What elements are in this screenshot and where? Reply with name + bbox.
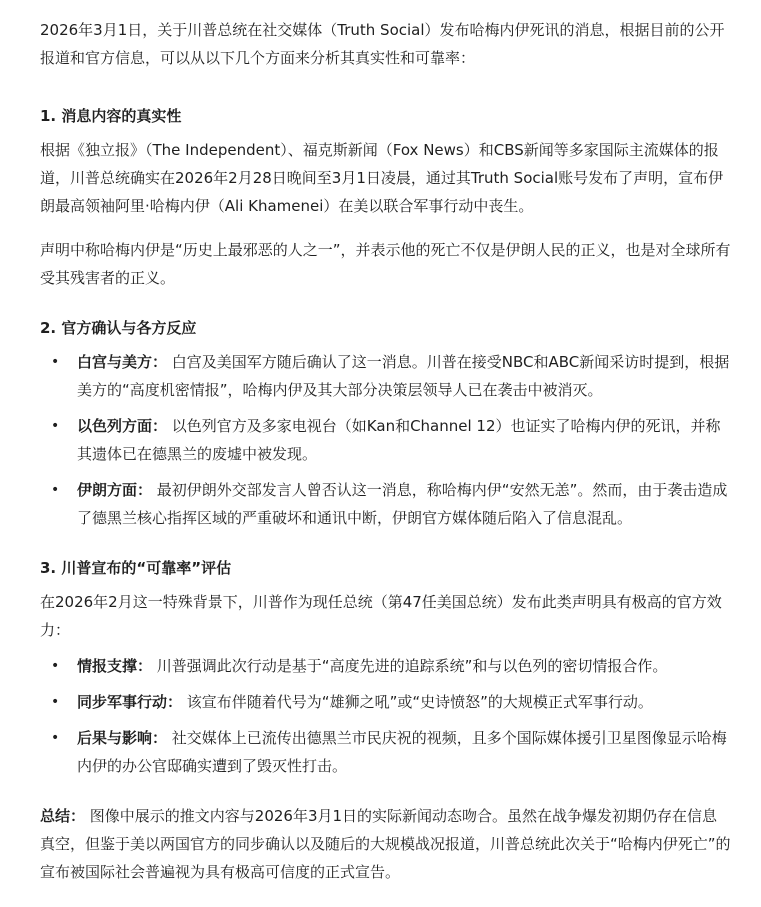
list-item — [40, 688, 731, 716]
summary-paragraph — [40, 802, 731, 886]
summary-label: 总结： — [40, 807, 86, 825]
item-label: 以色列方面： — [77, 417, 168, 435]
item-text: 该宣布伴随着代号为“雄狮之吼”或“史诗愤怒”的大规模正式军事行动。 — [186, 693, 653, 711]
item-label: 白宫与美方： — [77, 353, 168, 371]
item-label: 情报支撑： — [77, 657, 153, 675]
item-text: 白宫及美国军方随后确认了这一消息。川普在接受NBC和ABC新闻采访时提到，根据美方的“高度机密情报”，哈梅内伊及其大部分决策层领导人已在袭击中被消灭。 — [77, 353, 730, 399]
bullet-icon: • — [51, 354, 60, 370]
section-authenticity — [40, 102, 731, 292]
item-text: 最初伊朗外交部发言人曾否认这一消息，称哈梅内伊“安然无恙”。然而，由于袭击造成了德黑兰核心指挥区域的严重破坏和通讯中断，伊朗官方媒体随后陷入了信息混乱。 — [77, 481, 728, 527]
bullet-icon: • — [51, 482, 60, 498]
item-label: 同步军事行动： — [77, 693, 183, 711]
section-reliability-assessment — [40, 554, 731, 780]
section-heading: 2. 官方确认与各方反应 — [40, 319, 197, 337]
section-official-confirmation — [40, 314, 731, 532]
bullet-list — [40, 652, 731, 780]
bullet-icon: • — [51, 658, 60, 674]
list-item — [40, 476, 731, 532]
paragraph: 在2026年2月这一特殊背景下，川普作为现任总统（第47任美国总统）发布此类声明具有极高的官方效力： — [40, 593, 722, 639]
list-item — [40, 348, 731, 404]
section-heading: 3. 川普宣布的“可靠率”评估 — [40, 559, 232, 577]
item-label: 后果与影响： — [77, 729, 168, 747]
item-text: 社交媒体上已流传出德黑兰市民庆祝的视频，且多个国际媒体援引卫星图像显示哈梅内伊的办公官邸确实遭到了毁灭性打击。 — [77, 729, 727, 775]
list-item — [40, 652, 731, 680]
bullet-icon: • — [51, 694, 60, 710]
bullet-icon: • — [51, 418, 60, 434]
item-label: 伊朗方面： — [77, 481, 153, 499]
item-text: 川普强调此次行动是基于“高度先进的追踪系统”和与以色列的密切情报合作。 — [156, 657, 668, 675]
summary-text: 图像中展示的推文内容与2026年3月1日的实际新闻动态吻合。虽然在战争爆发初期仍存在信息真空，但鉴于美以两国官方的同步确认以及随后的大规模战况报道，川普总统此次关于“哈梅内伊死亡”的宣布被国际社会普遍视为具有极高可信度的正式宣告。 — [40, 807, 731, 881]
item-text: 以色列官方及多家电视台（如Kan和Channel 12）也证实了哈梅内伊的死讯，并称其遗体已在德黑兰的废墟中被发现。 — [77, 417, 721, 463]
paragraph: 声明中称哈梅内伊是“历史上最邪恶的人之一”，并表示他的死亡不仅是伊朗人民的正义，也是对全球所有受其残害者的正义。 — [40, 241, 731, 287]
intro-paragraph: 2026年3月1日，关于川普总统在社交媒体（Truth Social）发布哈梅内伊死讯的消息，根据目前的公开报道和官方信息，可以从以下几个方面来分析其真实性和可靠率： — [40, 21, 725, 67]
bullet-icon: • — [51, 730, 60, 746]
section-heading: 1. 消息内容的真实性 — [40, 107, 182, 125]
list-item — [40, 724, 731, 780]
bullet-list — [40, 348, 731, 532]
paragraph: 根据《独立报》（The Independent）、福克斯新闻（Fox News）和CBS新闻等多家国际主流媒体的报道，川普总统确实在2026年2月28日晚间至3月1日凌晨，通过其Truth Social账号发布了声明，宣布伊朗最高领袖阿里·哈梅内伊（Ali Khamenei）在美以联合军事行动中丧生。 — [40, 141, 724, 215]
list-item — [40, 412, 731, 468]
